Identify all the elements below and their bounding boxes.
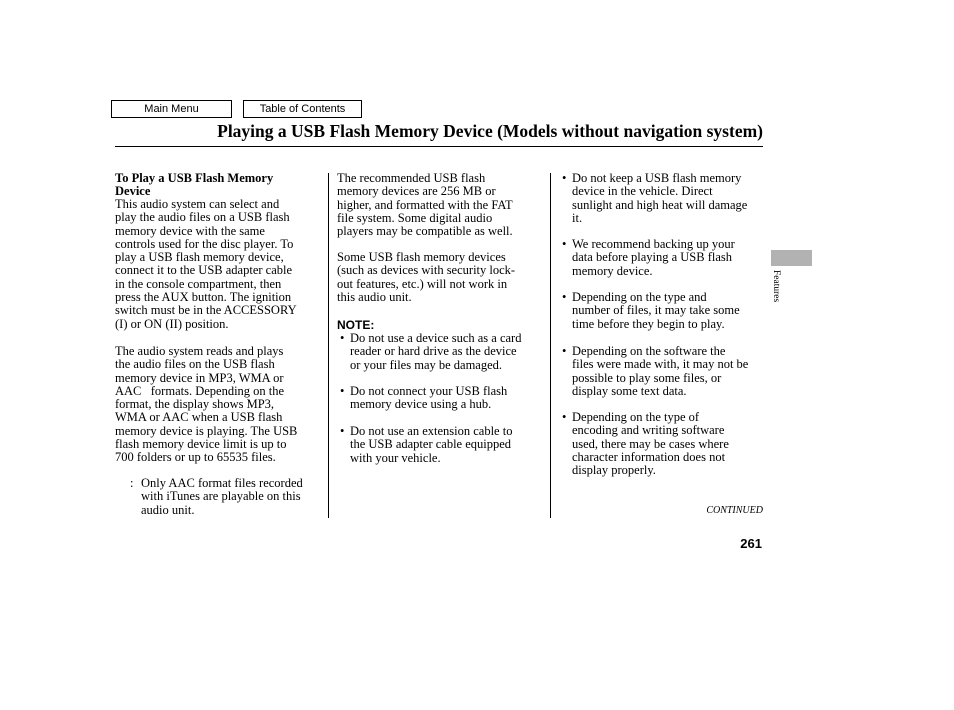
note-bullet-text: Depending on the type of encoding and writing software used, there may be cases where character information does not display properly.	[572, 410, 729, 478]
bullet-icon: •	[562, 290, 567, 304]
bullet-icon: •	[562, 237, 567, 251]
title-divider	[115, 146, 763, 147]
col1-paragraph-1: This audio system can select and play the audio files on a USB flash memory device with the same controls used for the disc player. To play a USB flash memory device, connect it to the USB adapter cable in the console compartment, then press the AUX button. The ignition switch must be in the ACCESSORY (I) or ON (II) position.	[115, 197, 297, 331]
col2-paragraph-2: Some USB flash memory devices (such as devices with security lock- out features, etc.) will not work in this audio unit.	[337, 250, 516, 304]
bullet-icon: •	[562, 171, 567, 185]
note-bullet-text: Do not use an extension cable to the USB adapter cable equipped with your vehicle.	[350, 424, 513, 465]
section-tab[interactable]	[771, 250, 812, 266]
col2-paragraph-1: The recommended USB flash memory devices are 256 MB or higher, and formatted with the FAT file system. Some digital audio players may be compatible as well.	[337, 171, 513, 239]
column-divider-1	[328, 173, 329, 518]
note-bullet-text: Depending on the type and number of files, it may take some time before they begin to play.	[572, 290, 740, 331]
note-bullet-text: Do not connect your USB flash memory device using a hub.	[350, 384, 508, 412]
main-menu-button[interactable]: Main Menu	[111, 100, 232, 118]
bullet-icon: •	[340, 384, 345, 398]
bullet-icon: •	[562, 410, 567, 424]
note-bullet-text: Do not use a device such as a card reader or hard drive as the device or your files may be damaged.	[350, 331, 522, 372]
page-number: 261	[740, 536, 762, 551]
note-bullet-text: Depending on the software the files were made with, it may not be possible to play some files, or display some text data.	[572, 344, 749, 398]
bullet-icon: •	[340, 331, 345, 345]
continued-label: CONTINUED	[706, 505, 763, 516]
column-divider-2	[550, 173, 551, 518]
section-heading: To Play a USB Flash Memory Device	[115, 171, 274, 199]
bullet-icon: •	[340, 424, 345, 438]
footnote-marker: :	[130, 476, 134, 490]
note-bullet-text: Do not keep a USB flash memory device in the vehicle. Direct sunlight and high heat will damage it.	[572, 171, 748, 225]
page-title: Playing a USB Flash Memory Device (Models without navigation system)	[217, 121, 763, 141]
note-label: NOTE:	[337, 318, 375, 332]
table-of-contents-button[interactable]: Table of Contents	[243, 100, 362, 118]
note-bullet-text: We recommend backing up your data before playing a USB flash memory device.	[572, 237, 735, 278]
footnote-text: Only AAC format files recorded with iTunes are playable on this audio unit.	[141, 476, 303, 517]
col1-paragraph-2: The audio system reads and plays the audio files on the USB flash memory device in MP3, WMA or AAC formats. Depending on the format, the display shows MP3, WMA or AAC when a USB flash memory device is playing. The USB flash memory device limit is up to 700 folders or up to 65535 files.	[115, 344, 298, 465]
section-tab-label: Features	[771, 270, 781, 303]
bullet-icon: •	[562, 344, 567, 358]
